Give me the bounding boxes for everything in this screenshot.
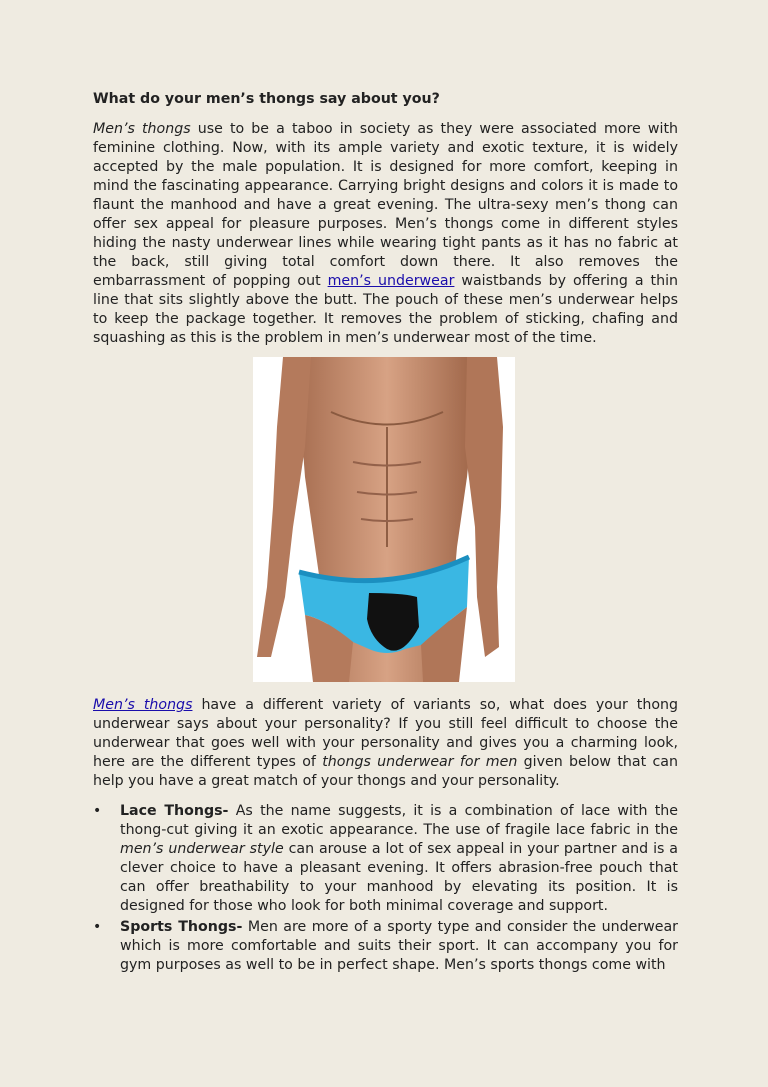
model-image — [253, 357, 515, 682]
bullet-dot: • — [93, 803, 102, 819]
thong-types-list — [93, 802, 678, 975]
paragraph-variants — [93, 696, 678, 791]
sports-thongs-title: Sports Thongs- — [120, 919, 243, 935]
mens-underwear-link[interactable]: men’s underwear — [327, 273, 455, 289]
product-photo — [253, 357, 515, 682]
intro-lead-text: Men’s thongs — [93, 121, 191, 137]
variants-text-a: have a different variety of variants so, what does your thong underwear says about your personality? If you still feel difficult to choose the underwear that goes well with your personality and gives you a charming look, here are the different types of — [93, 697, 678, 770]
lace-thongs-text-a: As the name suggests, it is a combination of lace with the thong-cut giving it an exotic appearance. The use of fragile lace fabric in the — [120, 803, 679, 838]
list-item-sports-thongs — [93, 918, 678, 975]
article-heading: What do your men’s thongs say about you? — [93, 91, 440, 107]
variants-text-b: given below that can help you have a great match of your thongs and your personality. — [93, 754, 678, 789]
intro-text-a: use to be a taboo in society as they were associated more with feminine clothing. Now, with its ample variety and exotic texture, it is widely accepted by the male population. It is designed for more comfort, keeping in mind the fascinating appearance. Carrying bright designs and colors it is made to flaunt the manhood and have a great evening. The ultra-sexy men’s thong can offer sex appeal for pleasure purposes. Men’s thongs come in different styles hiding the nasty underwear lines while wearing tight pants as it has no fabric at the back, still giving total comfort down there. It also removes the embarrassment of popping out — [93, 121, 679, 289]
lace-thongs-title: Lace Thongs- — [120, 803, 229, 819]
mens-thongs-link[interactable]: Men’s thongs — [93, 697, 193, 713]
sports-thongs-text-a: Men are more of a sporty type and consider the underwear which is more comfortable and suits their sport. It can accompany you for gym purposes as well to be in perfect shape. Men’s sports thongs come with — [120, 919, 678, 973]
variants-em-text: thongs underwear for men — [322, 754, 518, 770]
article — [93, 90, 678, 977]
lace-thongs-em: men’s underwear style — [120, 841, 284, 857]
lace-thongs-text-b: can arouse a lot of sex appeal in your partner and is a clever choice to have a pleasant evening. It offers abrasion-free pouch that can offer breathability to your manhood by elevating its position. It is designed for those who look for both minimal coverage and support. — [120, 841, 678, 914]
list-item-lace-thongs — [93, 802, 678, 916]
intro-text-b: waistbands by offering a thin line that sits slightly above the butt. The pouch of these men’s underwear helps to keep the package together. It removes the problem of sticking, chafing and squashing as this is the problem in men’s underwear most of the time. — [93, 273, 678, 346]
paragraph-intro — [93, 120, 678, 348]
bullet-dot: • — [93, 919, 102, 935]
